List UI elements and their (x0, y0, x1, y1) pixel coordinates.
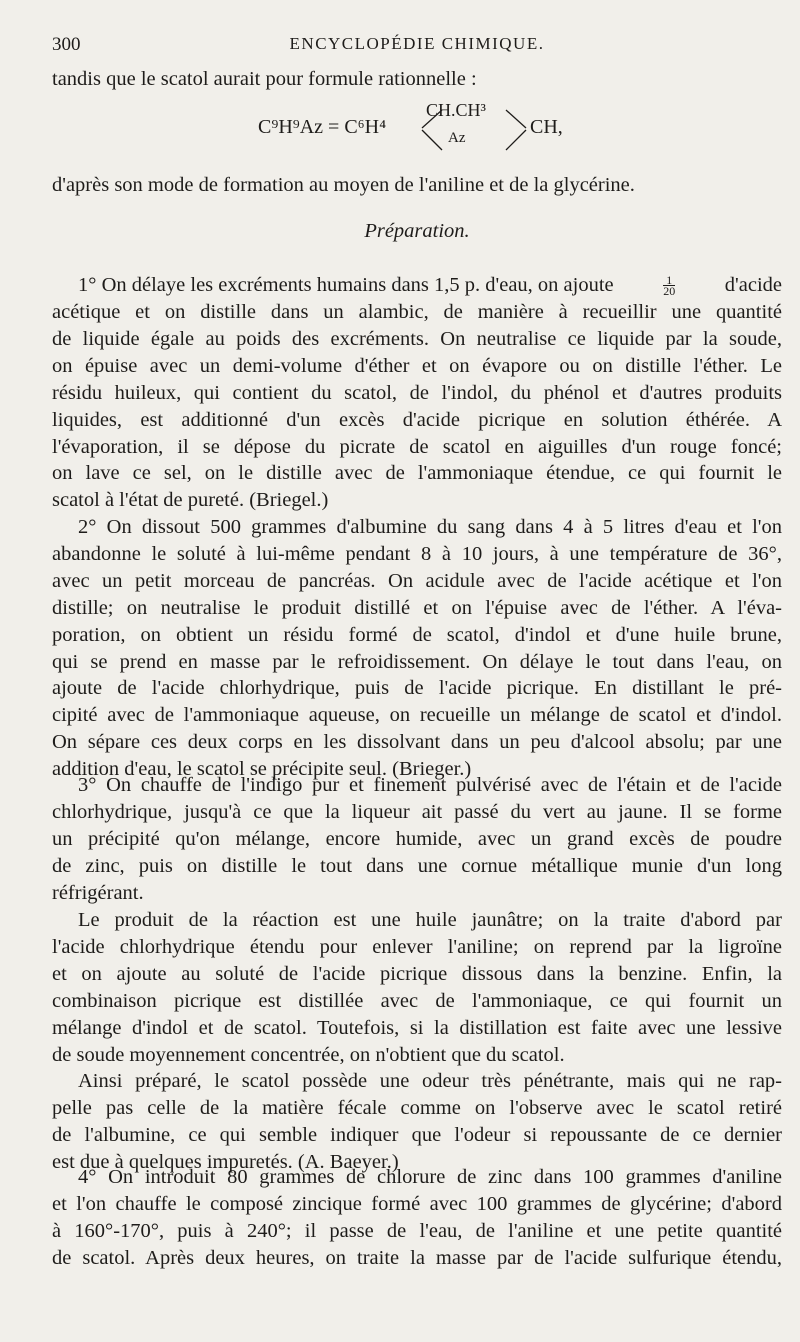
page-header (52, 34, 782, 58)
p1-line-end: d'acide (724, 274, 782, 296)
paragraph-line: Le produit de la réaction est une huile jaunâtre; on la traite d'abord par (78, 909, 782, 931)
paragraph-line: abandonne le soluté à lui-même pendant 8 à 10 jours, à une température de 36°, (52, 542, 782, 565)
paragraph-line: 4° On introduit 80 grammes de chlorure de zinc dans 100 grammes d'aniline (78, 1166, 782, 1188)
paragraph-line: et on ajoute au soluté de l'acide picrique dissous dans la benzine. Enfin, la (52, 962, 782, 985)
paragraph-line: l'évaporation, il se dépose du picrate de scatol en aiguilles d'un rouge foncé; (52, 435, 782, 458)
paragraph-line: Ainsi préparé, le scatol possède une odeur très pénétrante, mais qui ne rap- (78, 1070, 782, 1092)
page-number: 300 (52, 34, 81, 55)
paragraph-line: scatol à l'état de pureté. (Briegel.) (52, 489, 329, 512)
paragraph-line: 2° On dissout 500 grammes d'albumine du sang dans 4 à 5 litres d'eau et l'on (78, 516, 782, 538)
formula-bottom-group: Az (448, 130, 466, 146)
paragraph-line: à 160°-170°, puis à 240°; il passe de l'eau, de l'aniline et une petite quantité (52, 1219, 782, 1242)
formula-end: CH, (530, 116, 563, 138)
paragraph-line: de soude moyennement concentrée, on n'obtient que du scatol. (52, 1043, 565, 1066)
paragraph-line: l'acide chlorhydrique étendu pour enlever l'aniline; on reprend par la ligroïne (52, 935, 782, 958)
paragraph-line: on épuise avec un demi-volume d'éther et on évapore ou on distille l'éther. Le (52, 354, 782, 377)
formula-lhs: C⁹H⁹Az = C⁶H⁴ (258, 116, 387, 138)
paragraph-line: addition d'eau, le scatol se précipite seul. (Brieger.) (52, 758, 472, 781)
paragraph-line: 3° On chauffe de l'indigo pur et finement pulvérisé avec de l'étain et de l'acide (78, 774, 782, 796)
paragraph-line: de l'albumine, ce qui semble indiquer que l'odeur si repoussante de ce dernier (52, 1123, 782, 1146)
paragraph-line: est due à quelques impuretés. (A. Baeyer.) (52, 1150, 399, 1173)
paragraph-line: de liquide égale au poids des excréments. On neutralise ce liquide par la soude, (52, 327, 782, 350)
chemical-formula (258, 98, 578, 164)
paragraph-line: réfrigérant. (52, 881, 144, 904)
fraction (663, 275, 675, 296)
paragraph-line: on lave ce sel, on le distille avec de l'ammoniaque étendue, ce qui fournit le (52, 462, 782, 485)
paragraph-line: cipité avec de l'ammoniaque aqueuse, on recueille un mélange de scatol et d'indol. (52, 704, 782, 727)
paragraph-line: distille; on neutralise le produit distillé et on l'épuise avec de l'éther. A l'éva- (52, 596, 782, 619)
intro-line: d'après son mode de formation au moyen de l'aniline et de la glycérine. (52, 174, 635, 196)
paragraph-line: On sépare ces deux corps en les dissolvant dans un peu d'alcool absolu; par une (52, 731, 782, 754)
paragraph-line: et l'on chauffe le composé zincique formé avec 100 grammes de glycérine; d'abord (52, 1192, 782, 1215)
paragraph-line: qui se prend en masse par le refroidissement. On délaye le tout dans l'eau, on (52, 650, 782, 673)
section-title: Préparation. (364, 220, 470, 242)
paragraph-line: résidu huileux, qui contient du scatol, de l'indol, du phénol et d'autres produits (52, 381, 782, 404)
formula-top-group: CH.CH³ (426, 100, 486, 120)
intro-line: tandis que le scatol aurait pour formule rationnelle : (52, 68, 477, 90)
paragraph-line: pelle pas celle de la matière fécale comme on l'observe avec le scatol retiré (52, 1096, 782, 1119)
fraction-denominator: 20 (663, 284, 676, 298)
paragraph-line: acétique et on distille dans un alambic, de manière à recueillir une quantité (52, 301, 782, 323)
paragraph-line: de scatol. Après deux heures, on traite la masse par de l'acide sulfurique étendu, (52, 1246, 782, 1269)
paragraph-line: chlorhydrique, jusqu'à ce que la liqueur ait passé du vert au jaune. Il se forme (52, 800, 782, 823)
paragraph-line: un précipité qu'on mélange, encore humide, avec un grand excès de poudre (52, 827, 782, 850)
paragraph-line (78, 274, 782, 297)
paragraph-line: de zinc, puis on distille le tout dans une cornue métallique munie d'un long (52, 854, 782, 877)
paragraph-line: combinaison picrique est distillée avec de l'ammoniaque, ce qui fournit un (52, 989, 782, 1012)
paragraph-line: liquides, est additionné d'un excès d'acide picrique en solution éthérée. A (52, 408, 782, 431)
running-title: ENCYCLOPÉDIE CHIMIQUE. (289, 34, 545, 53)
paragraph-line: avec un petit morceau de pancréas. On acidule avec de l'acide acétique et l'on (52, 569, 782, 592)
paragraph-line: ajoute de l'acide chlorhydrique, puis de l'acide picrique. En distillant le pré- (52, 677, 782, 700)
paragraph-line: poration, on obtient un résidu formé de scatol, d'indol et d'une huile brune, (52, 623, 782, 646)
paragraph-line: mélange d'indol et de scatol. Toutefois, si la distillation est faite avec une lessive (52, 1016, 782, 1039)
p1-line-start: 1° On délaye les excréments humains dans 1,5 p. d'eau, on ajoute (78, 274, 614, 296)
fraction-numerator: 1 (663, 275, 675, 286)
